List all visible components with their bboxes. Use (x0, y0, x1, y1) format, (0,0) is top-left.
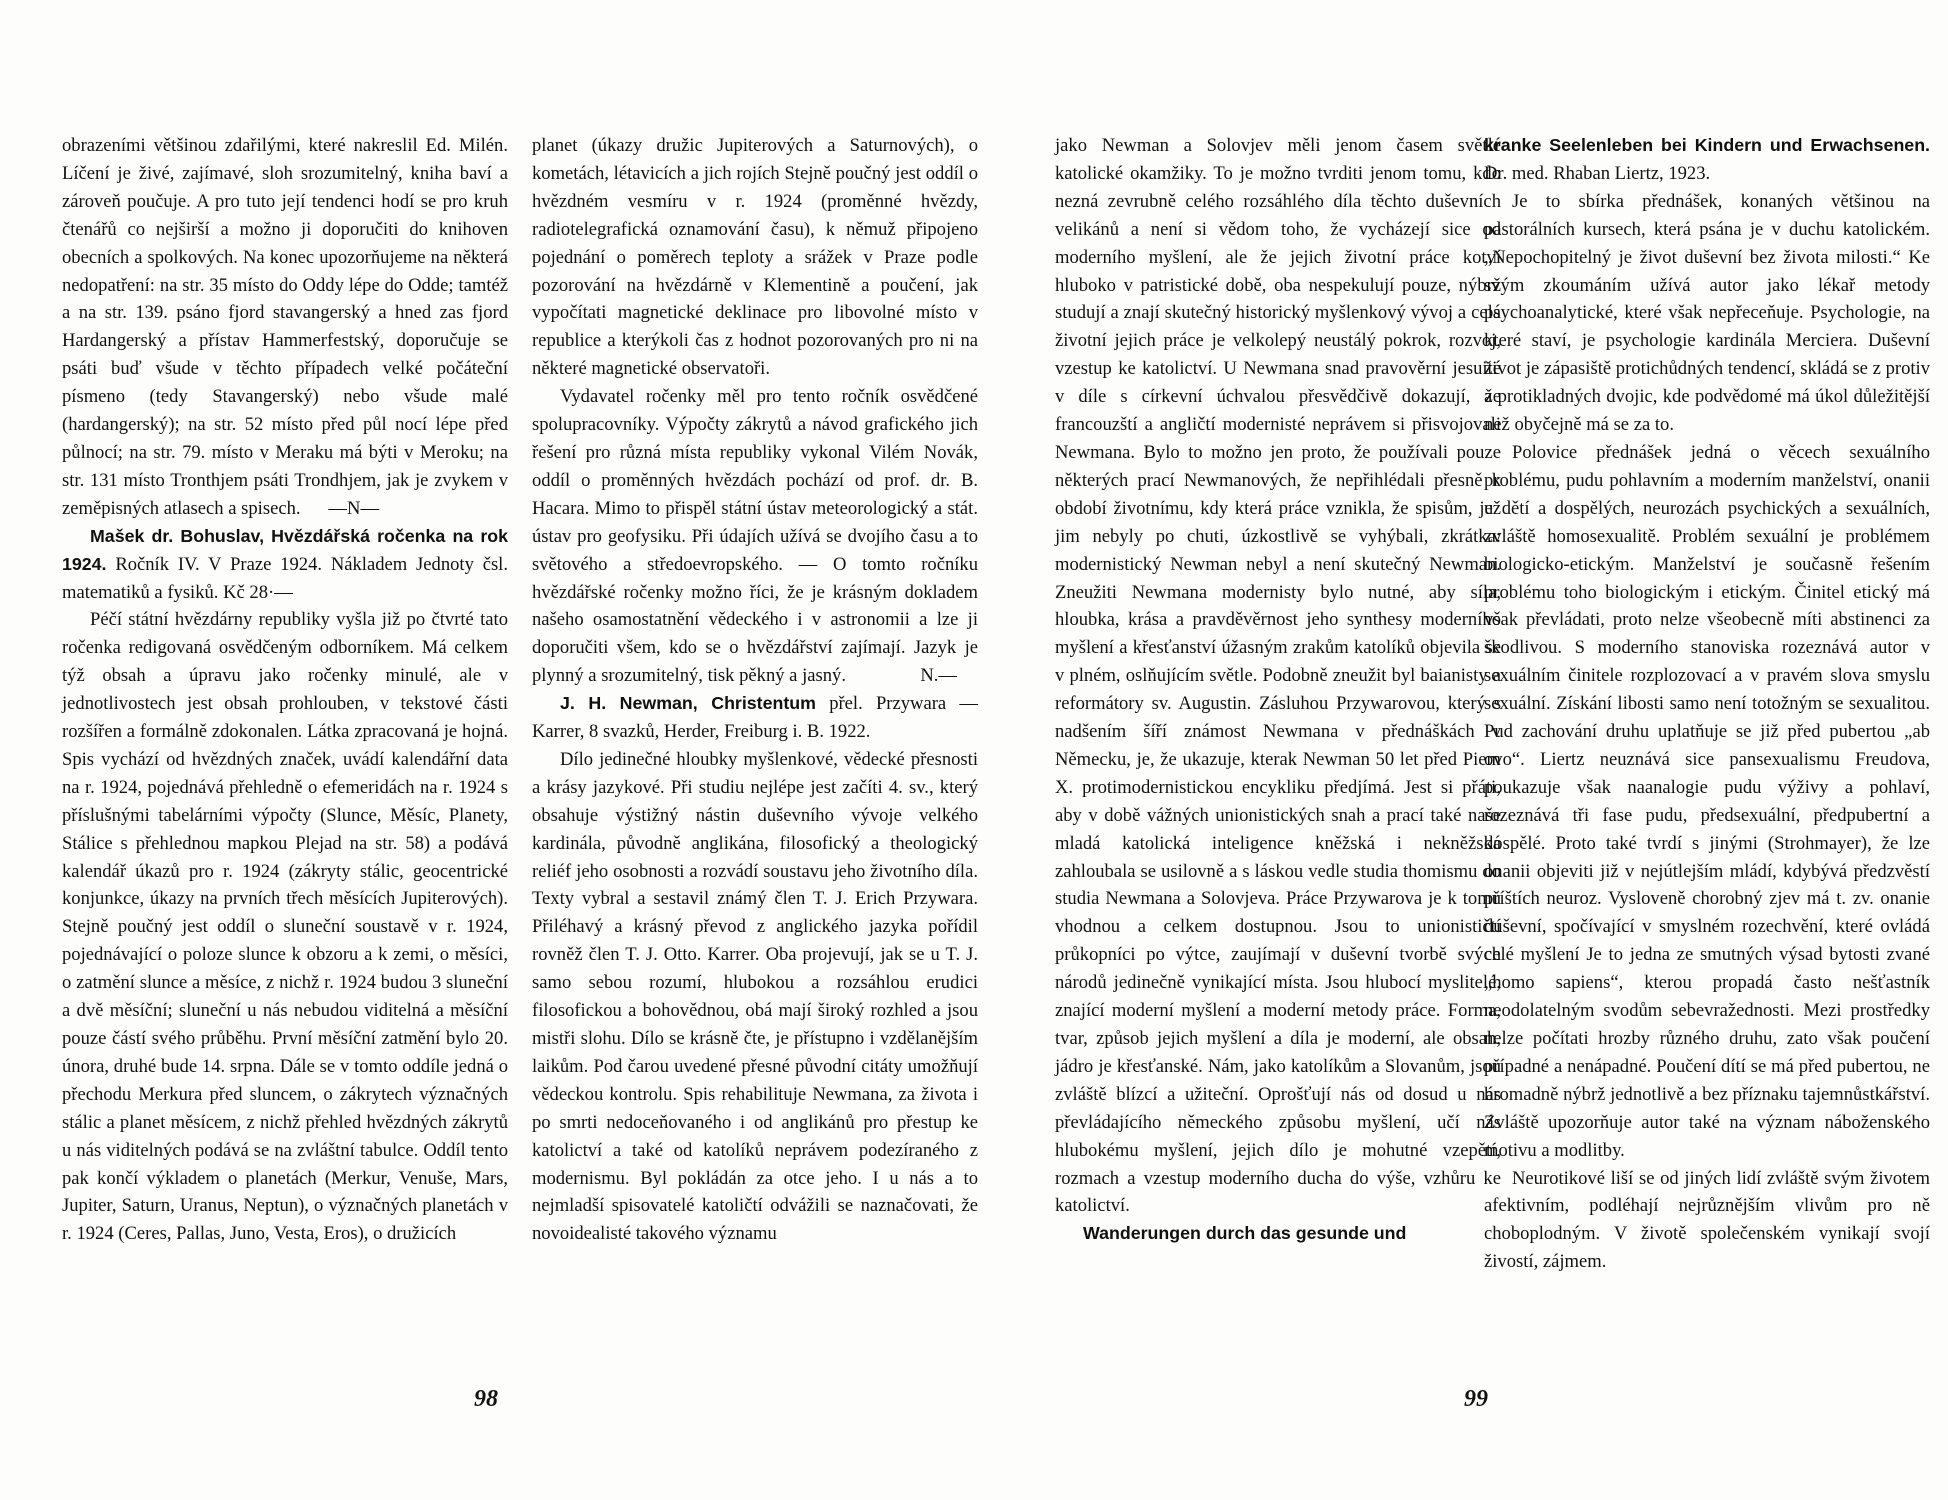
book-gutter (974, 0, 975, 1500)
paragraph: Péčí státní hvězdárny republiky vyšla již po čtvrté tato ročenka redigovaná osvědčeným odborníkem. Má celkem týž obsah a úpravu jako ročenky minulé, ale v jednotlivostech jest obsah prohlouben, v tekstové části rozšířen a formálně zdokonalen. Látka zpracovaná je hojná. Spis vychází od hvězdných značek, uvádí kalendářní data na r. 1924, pojednává přehledně o efemeridách na r. 1924 s příslušnými tabelárními výpočty (Slunce, Měsíc, Planety, Stálice s přehlednou mapkou Plejad na str. 58) a podává kalendář úkazů pro r. 1924 (zákryty stálic, geocentrické konjunkce, úkazy na prvních třech měsících Jupiterových). Stejně poučný jest oddíl o sluneční soustavě v r. 1924, pojednávající o poloze slunce k obzoru a k zemi, o měsíci, o zatmění slunce a měsíce, z nichž r. 1924 budou 3 sluneční a dvě měsíční; sluneční u nás nebudou viditelná a měsíční pouze částí svého průběhu. První měsíční zatmění bylo 20. února, druhé bude 14. srpna. Dále se v tomto oddíle jedná o přechodu Merkura před sluncem, o zákrytech význačných stálic a planet měsícem, z nichž přehled hvězdných zákrytů u nás viditelných podává se na zvláštní tabulce. Oddíl tento pak končí výkladem o planetách (Merkur, Venuše, Mars, Jupiter, Saturn, Uranus, Neptun), o význačných planetách v r. 1924 (Ceres, Pallas, Juno, Vesta, Eros), o družicích (62, 609, 508, 1245)
paragraph: Neurotikové liší se od jiných lidí zvláště svým životem afektivním, podléhají nejrůznějším vlivům pro ně choboplodným. V životě společenském vynikají svojí živostí, zájmem. (1484, 1167, 1930, 1273)
page-number: 99 (1464, 1386, 1488, 1412)
signature: N.— (920, 665, 958, 687)
paragraph: planet (úkazy družic Jupiterových a Saturnových), o kometách, létavicích a jich rojích Stejně poučný jest oddíl o hvězdném vesmíru v r. 1924 (proměnné hvězdy, radiotelegrafická oznamování času), k němuž připojeno pojednání o poměrech teploty a srážek v Praze podle pozorování na hvězdárně v Klementině a poučení, jak vypočítati magnetické deklinace pro libovolné místo v republice a kterýkoli čas z hodnot pozorovaných pro ni na některé magnetické observatoři. (532, 135, 978, 380)
column-1 (62, 132, 508, 1248)
review-heading-paragraph (1055, 1220, 1501, 1248)
review-details: Ročník IV. V Praze 1924. Nákladem Jednoty čsl. matematiků a fysiků. Kč 28·— (62, 553, 508, 603)
column-2 (532, 132, 978, 1248)
review-title: Mašek dr. Bohuslav, Hvězdářská ročenka na rok 1924. (62, 525, 508, 574)
review-heading-paragraph (532, 690, 978, 746)
review-heading-paragraph (1484, 132, 1930, 188)
paragraph: Je to sbírka přednášek, konaných většinou na pastorálních kursech, která psána je v duchu katolickém. „Nepochopitelný je život duševní bez života milosti.“ Ke svým zkoumáním užívá autor jako lékař metody psychoanalytické, které však nepřeceňuje. Psychologie, na které staví, je psychologie kardinála Merciera. Duševní život je zápasiště protichůdných tendencí, skládá se z protiv a protikladných dvojic, kde podvědomé má úkol důležitější než obyčejně má se za to. (1484, 190, 1930, 436)
paragraph-text: Vydavatel ročenky měl pro tento ročník osvědčené spolupracovníky. Výpočty zákrytů a návod grafického jich řešení pro různá místa republiky vykonal Vilém Novák, oddíl o proměnných hvězdách pochází od prof. dr. B. Hacara. Mimo to přispěl státní ústav meteorologický a stát. ústav pro geofysiku. Při údajích užívá se dvojího času a to světového a středoevropského. — O tomto ročníku hvězdářské ročenky možno říci, že je krásným dokladem našeho osamostatnění vědeckého i v astronomii a lze ji doporučiti všem, kdo se o hvězdářství zajímají. Jazyk je plynný a srozumitelný, tisk pěkný a jasný. (532, 386, 978, 687)
paragraph-text: obrazeními většinou zdařilými, které nakreslil Ed. Milén. Líčení je živé, zajímavé, sloh srozumitelný, kniha baví a zároveň poučuje. A pro tuto její tendenci hodí se pro kruh čtenářů co nejširší a možno ji doporučiti do knihoven obecních a spolkových. Na konec upozorňujeme na některá nedopatření: na str. 35 místo do Oddy lépe do Odde; tamtéž a na str. 139. psáno fjord stavangerský a hned zas fjord Hardangerský a přístav Hammerfestský, doporučuje se psáti buď všude v těchto případech velké počáteční písmeno (tedy Stavangerský) nebo všude malé (hardangerský); na str. 52 místo před půl nocí lépe před půlnocí; na str. 79. místo v Meraku má býti v Meroku; na str. 131 místo Tronthjem psáti Trondhjem, jak je zvykem v zeměpisných atlasech a spisech. (62, 135, 508, 519)
review-title: J. H. Newman, Christentum (560, 693, 816, 714)
paragraph (62, 132, 508, 523)
review-details: Dr. med. Rhaban Liertz, 1923. (1484, 162, 1711, 184)
page-number: 98 (474, 1386, 498, 1412)
paragraph (532, 383, 978, 690)
paragraph: jako Newman a Solovjev měli jenom časem světlé katolické okamžiky. To je možno tvrditi jenom tomu, kdo nezná zevrubně celého rozsáhlého díla těchto duševních velikánů a není si vědom toho, že vycházejí sice od moderního myšlení, ale že jejich životní práce kotví hluboko v patristické době, oba nespekulují pouze, nýbrž studují a znají skutečný historický myšlenkový vývoj a celá životní jejich práce je velkolepý neustálý pokrok, rozvoj, vzestup ke katolictví. U Newmana snad pravověrní jesuité v díle s církevní úchvalou přesvědčivě dokazují, že francouzští a angličtí modernisté neprávem si přisvojovali Newmana. Bylo to možno jen proto, že používali pouze některých prací Newmanových, že nepřihlédali přesně k období životnímu, kdy která práce vznikla, že spisům, jež jim nebyly po chuti, úzkostlivě se vyhýbali, zkrátka: modernistický Newman nebyl a není skutečný Newman. Zneužiti Newmana modernisty bylo nutné, aby síla, hloubka, krása a pravděvěrnost jeho synthesy moderního myšlení a křesťanství úžasným zrakům katolíků objevila se v plném, oslňujícím světle. Podobně zneužit byl baianisty a reformátory sv. Augustin. Zásluhou Przywarovou, který s nadšením šíří známost Newmana v přednáškách v Německu, je, že ukazuje, kterak Newman 50 let před Piem X. protimodernistickou encykliku předjímá. Jest si přáti, aby v době vážných unionistických snah a prací také naše mladá katolická inteligence kněžská i nekněžská zahloubala se usilovně a s láskou vedle studia thomismu do studia Newmana a Solovjeva. Práce Przywarova je k tomu vhodnou a celkem dostupnou. Jsou to unionističtí průkopníci po výtce, zaujímají v duševní tvorbě svých národů jedinečně vynikající místa. Jsou hlubocí myslitelé, znající moderní myšlení a moderní metody práce. Forma, tvar, způsob jejich myšlení a díla je moderní, ale obsah, jádro je křesťanské. Nám, jako katolíkům a Slovanům, jsou zvláště blízcí a užiteční. Oprošťují nás od dosud u nás převládajícího německého způsobu myšlení, učí nás hlubokému myšlení, jejich dílo je mohutné vzepětí, rozmach a vzestup moderního ducha do výše, vzhůru ke katolictví. (1055, 135, 1501, 1217)
paragraph: Polovice přednášek jedná o věcech sexuálního problému, pudu pohlavním a moderním manželství, onanii u dětí a dospělých, neurozách psychických a sexuálních, zvláště homosexualitě. Problém sexuální je problémem biologicko-etickým. Manželství je současně řešením problému toho biologickým i etickým. Činitel etický má však převládati, proto nelze všeobecně míti abstinenci za škodlivou. S moderního stanoviska rozeznává autor v sexuálním činitele rozplozovací a v pravém slova smyslu sexuální. Získání libosti samo není totožným se sexualitou. Pud zachování druhu uplatňuje se již před pubertou „ab ovo“. Liertz neuznává sice pansexualismu Freudova, poukazuje však naanalogie pudu výživy a pohlaví, rozeznává tři fase pudu, předsexuální, předpubertní a dospělé. Proto také tvrdí s jinými (Strohmayer), že lze onanii objeviti již v nejútlejším mládí, kdybývá předzvěstí příštích neuroz. Vysloveně chorobný zjev má t. zv. onanie duševní, spočívající v smyslném rozechvění, které ovládá celé myšlení Je to jedna ze smutných výsad bytosti zvané „homo sapiens“, kterou propadá často nešťastník neodolatelným svodům sebevražednosti. Mezi prostředky nelze počítati hrozby různého druhu, zato však poučení případné a nenápadné. Poučení dítí se má před pubertou, ne hromadně nýbrž jednotlivě a bez příznaku tajemnůstkářství. Zvláště upozorňuje autor také na význam náboženského motivu a modlitby. (1484, 441, 1930, 1161)
paragraph: Dílo jedinečné hloubky myšlenkové, vědecké přesnosti a krásy jazykové. Při studiu nejlépe jest začíti 4. sv., který obsahuje výstižný nástin duševního vývoje velkého kardinála, původně anglikána, filosofický a theologický reliéf jeho osobnosti a rozvádí soustavu jeho životního díla. Texty vybral a sestavil známý člen T. J. Erich Przywara. Přiléhavý a krásný převod z anglického jazyka pořídil rovněž člen T. J. Otto. Karrer. Oba projevují, jak se u T. J. samo sebou rozumí, hlubokou a rozsáhlou erudici filosofickou a bohovědnou, obá mají široký rozhled a jsou mistři slohu. Dílo se krásně čte, je přístupno i vzdělanějším laikům. Pod čarou uvedené přesné původní citáty umožňují vědeckou kontrolu. Spis rehabilituje Newmana, za života i po smrti nedoceňovaného i od anglikánů pro přestup ke katolictví a také od katolíků neprávem podezíraného z modernismu. Byl pokládán za otce jeho. I u nás a to nejmladší spisovatelé katoličtí odvážili se naznačovati, že novoidealisté takového významu (532, 748, 978, 1245)
signature: —N— (328, 497, 380, 519)
review-details: přel. Przywara —Karrer, 8 svazků, Herder, Freiburg i. B. 1922. (532, 693, 978, 743)
column-4 (1484, 132, 1930, 1276)
review-title: Wanderungen durch das gesunde und (1083, 1223, 1407, 1244)
review-title: kranke Seelenleben bei Kindern und Erwachsenen. (1484, 135, 1930, 155)
review-heading-paragraph (62, 523, 508, 607)
column-3 (1055, 132, 1501, 1248)
